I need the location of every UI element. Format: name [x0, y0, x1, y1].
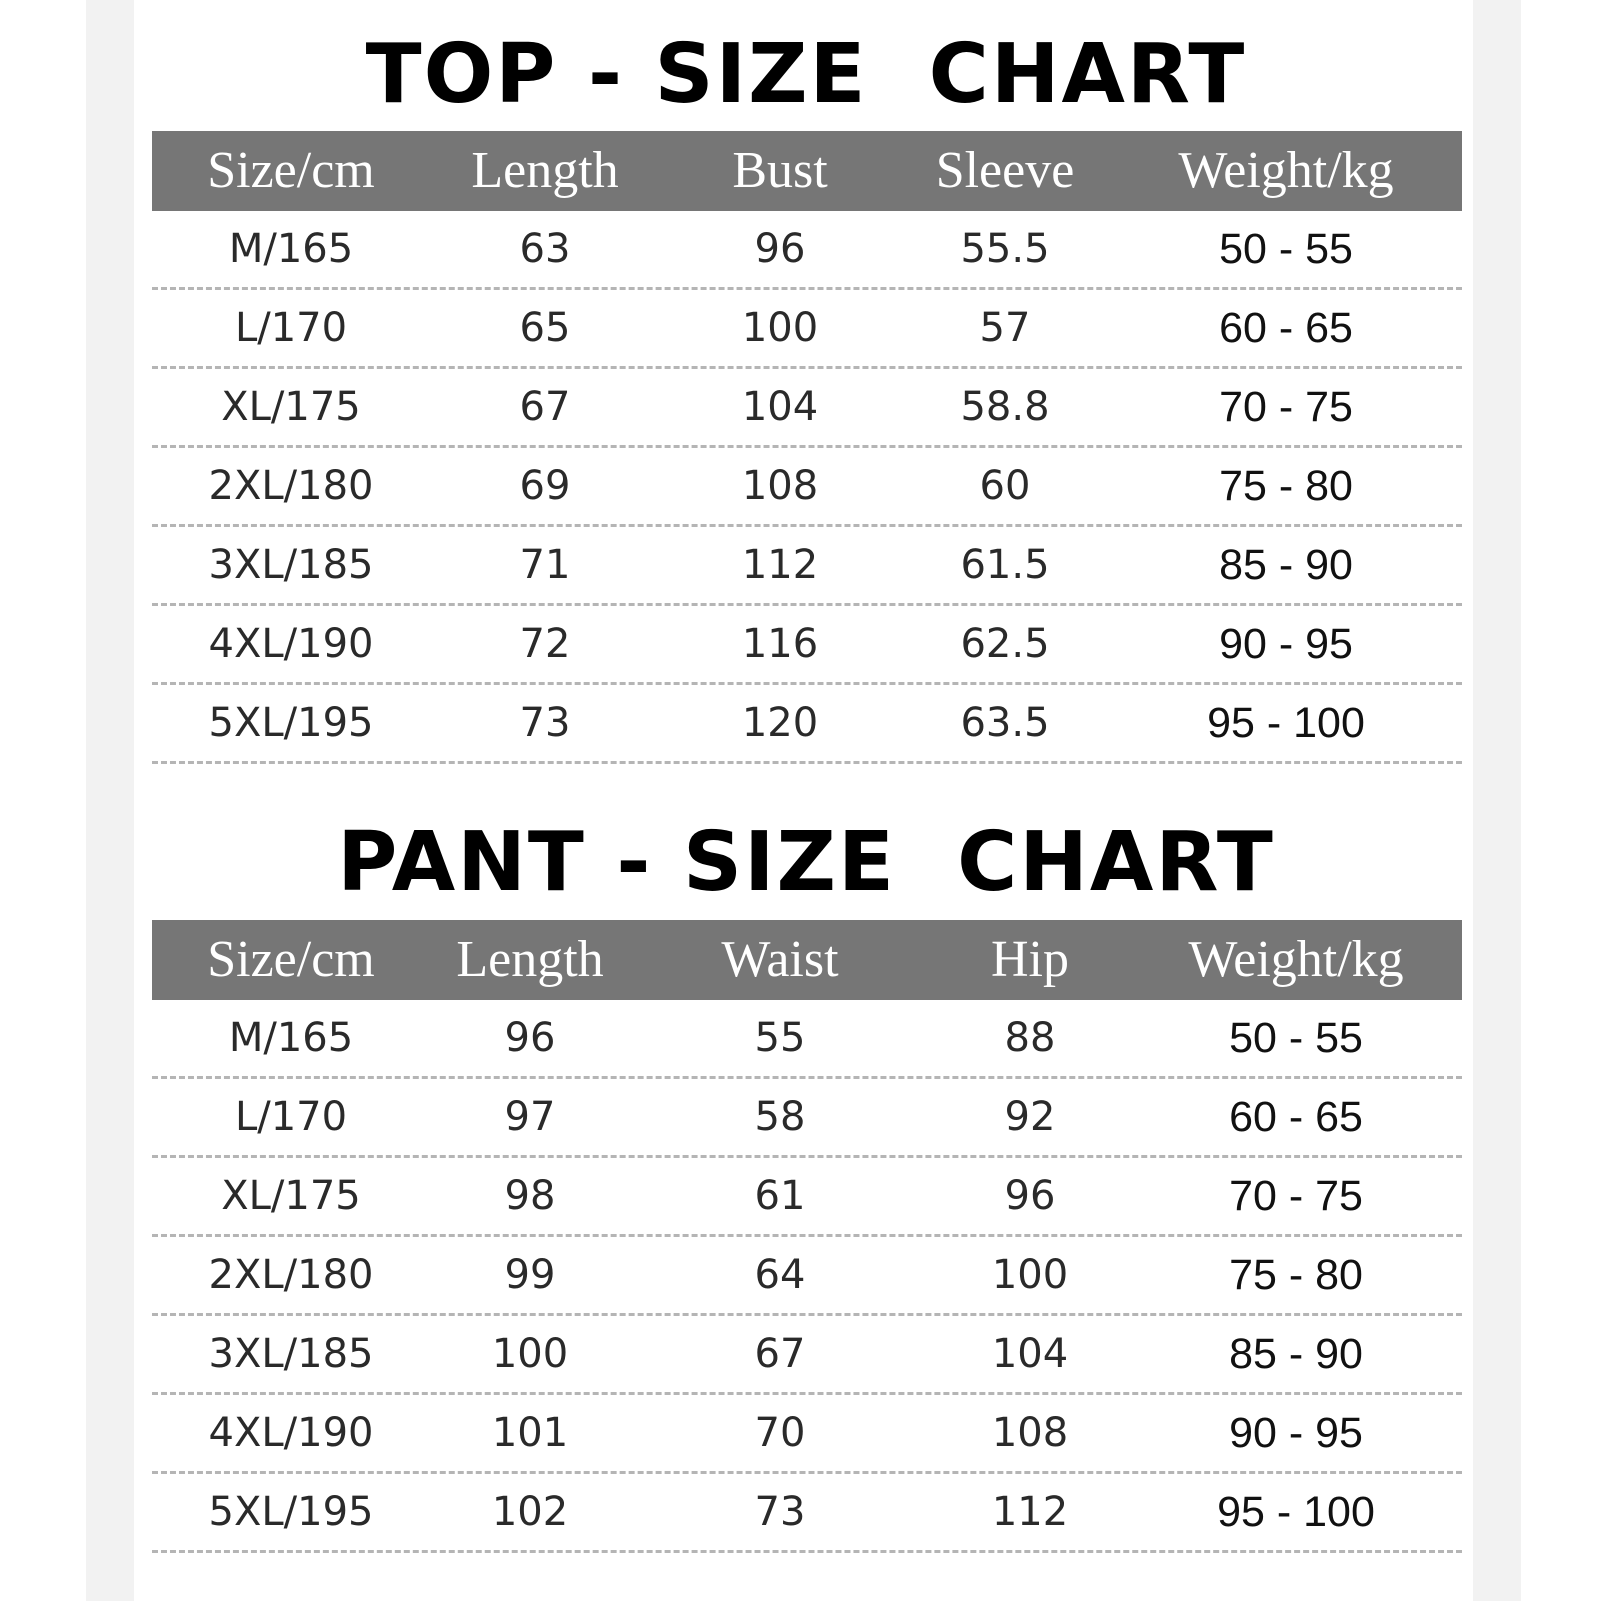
cell-size: 2XL/180 — [208, 462, 374, 509]
cell-length: 67 — [519, 383, 571, 430]
cell-bust: 116 — [741, 620, 819, 667]
cell-weight: 75 - 80 — [1229, 1250, 1363, 1299]
cell-size: 3XL/185 — [208, 1330, 374, 1377]
cell-length: 97 — [504, 1093, 556, 1140]
cell-sleeve: 58.8 — [960, 383, 1050, 430]
cell-size: 2XL/180 — [208, 1251, 374, 1298]
cell-length: 99 — [504, 1251, 556, 1298]
cell-size: 3XL/185 — [208, 541, 374, 588]
table-row — [152, 211, 1462, 290]
cell-length: 72 — [519, 620, 571, 667]
cell-sleeve: 55.5 — [960, 225, 1050, 272]
cell-length: 100 — [491, 1330, 569, 1377]
cell-weight: 60 - 65 — [1229, 1092, 1363, 1141]
cell-hip: 112 — [991, 1488, 1069, 1535]
cell-waist: 73 — [754, 1488, 806, 1535]
pant-table-body — [152, 1000, 1462, 1553]
table-row — [152, 369, 1462, 448]
cell-weight: 95 - 100 — [1207, 698, 1365, 747]
top-table-header — [152, 131, 1462, 211]
cell-weight: 70 - 75 — [1229, 1171, 1363, 1220]
cell-size: XL/175 — [221, 383, 361, 430]
cell-waist: 67 — [754, 1330, 806, 1377]
cell-length: 96 — [504, 1014, 556, 1061]
table-row — [152, 606, 1462, 685]
pant-table-header — [152, 920, 1462, 1000]
cell-waist: 64 — [754, 1251, 806, 1298]
cell-length: 98 — [504, 1172, 556, 1219]
cell-length: 101 — [491, 1409, 569, 1456]
table-row — [152, 1000, 1462, 1079]
cell-hip: 92 — [1004, 1093, 1056, 1140]
cell-size: L/170 — [234, 304, 348, 351]
right-side-band — [1473, 0, 1521, 1601]
table-row — [152, 290, 1462, 369]
header-sleeve: Sleeve — [935, 142, 1075, 199]
table-row — [152, 1474, 1462, 1553]
cell-length: 63 — [519, 225, 571, 272]
cell-sleeve: 62.5 — [960, 620, 1050, 667]
cell-sleeve: 60 — [979, 462, 1031, 509]
table-row — [152, 1395, 1462, 1474]
left-side-band — [86, 0, 134, 1601]
header-length: Length — [471, 142, 619, 199]
cell-sleeve: 57 — [979, 304, 1031, 351]
table-row — [152, 1079, 1462, 1158]
cell-bust: 104 — [741, 383, 819, 430]
cell-bust: 120 — [741, 699, 819, 746]
cell-size: 4XL/190 — [208, 620, 374, 667]
cell-hip: 100 — [991, 1251, 1069, 1298]
cell-waist: 70 — [754, 1409, 806, 1456]
cell-weight: 90 - 95 — [1229, 1408, 1363, 1457]
cell-length: 73 — [519, 699, 571, 746]
cell-weight: 85 - 90 — [1229, 1329, 1363, 1378]
cell-weight: 75 - 80 — [1219, 461, 1353, 510]
table-row — [152, 448, 1462, 527]
cell-weight: 50 - 55 — [1219, 224, 1353, 273]
cell-waist: 61 — [754, 1172, 806, 1219]
pant-size-table — [152, 920, 1462, 1553]
cell-sleeve: 61.5 — [960, 541, 1050, 588]
header-length: Length — [456, 931, 604, 988]
header-weight: Weight/kg — [1188, 931, 1404, 988]
cell-size: 5XL/195 — [208, 1488, 374, 1535]
cell-length: 71 — [519, 541, 571, 588]
table-row — [152, 527, 1462, 606]
table-row — [152, 1158, 1462, 1237]
cell-size: 4XL/190 — [208, 1409, 374, 1456]
cell-bust: 96 — [754, 225, 806, 272]
cell-hip: 104 — [991, 1330, 1069, 1377]
cell-sleeve: 63.5 — [960, 699, 1050, 746]
top-size-chart-title: TOP - SIZE CHART — [365, 27, 1247, 122]
table-row — [152, 1316, 1462, 1395]
cell-weight: 85 - 90 — [1219, 540, 1353, 589]
cell-weight: 50 - 55 — [1229, 1013, 1363, 1062]
top-table-body — [152, 211, 1462, 764]
cell-length: 102 — [491, 1488, 569, 1535]
header-size: Size/cm — [207, 931, 375, 988]
cell-weight: 90 - 95 — [1219, 619, 1353, 668]
cell-size: M/165 — [228, 1014, 354, 1061]
cell-size: 5XL/195 — [208, 699, 374, 746]
cell-bust: 108 — [741, 462, 819, 509]
cell-size: M/165 — [228, 225, 354, 272]
header-size: Size/cm — [207, 142, 375, 199]
table-row — [152, 1237, 1462, 1316]
cell-weight: 95 - 100 — [1217, 1487, 1375, 1536]
cell-waist: 55 — [754, 1014, 806, 1061]
cell-weight: 60 - 65 — [1219, 303, 1353, 352]
cell-size: L/170 — [234, 1093, 348, 1140]
cell-size: XL/175 — [221, 1172, 361, 1219]
cell-length: 69 — [519, 462, 571, 509]
pant-size-chart-title: PANT - SIZE CHART — [337, 815, 1275, 910]
header-bust: Bust — [732, 142, 828, 199]
header-hip: Hip — [991, 931, 1069, 988]
cell-hip: 108 — [991, 1409, 1069, 1456]
table-row — [152, 685, 1462, 764]
top-size-table — [152, 131, 1462, 764]
cell-hip: 88 — [1004, 1014, 1056, 1061]
cell-waist: 58 — [754, 1093, 806, 1140]
header-waist: Waist — [721, 931, 839, 988]
cell-length: 65 — [519, 304, 571, 351]
cell-bust: 112 — [741, 541, 819, 588]
cell-hip: 96 — [1004, 1172, 1056, 1219]
cell-weight: 70 - 75 — [1219, 382, 1353, 431]
header-weight: Weight/kg — [1178, 142, 1394, 199]
cell-bust: 100 — [741, 304, 819, 351]
